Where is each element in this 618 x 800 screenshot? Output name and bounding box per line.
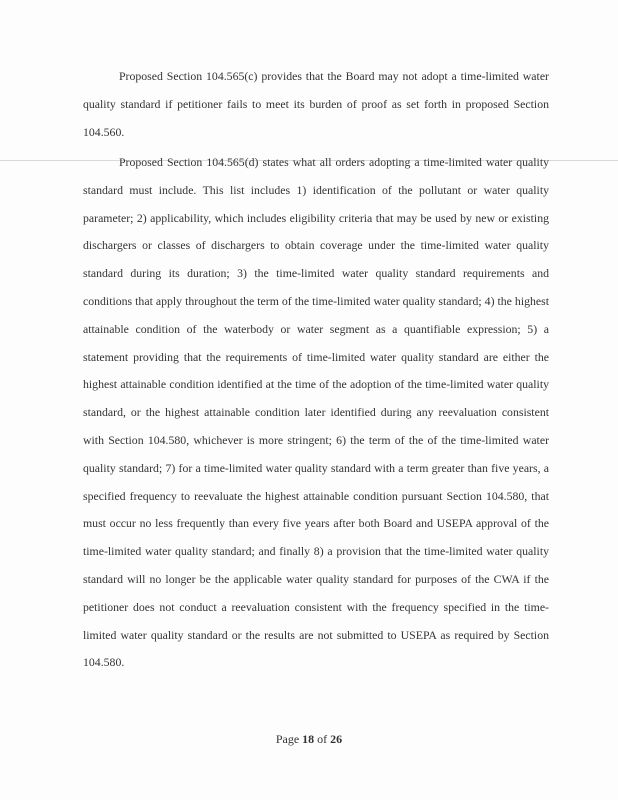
page-label: Page bbox=[275, 732, 300, 746]
page-of-label: of bbox=[317, 732, 328, 746]
page-number: 18 bbox=[302, 732, 315, 746]
page-total: 26 bbox=[330, 732, 343, 746]
page-footer bbox=[0, 732, 618, 747]
paragraph-section-104-565-d: Proposed Section 104.565(d) states what all orders adopting a time-limited water quality standard must include. This list includes 1) identification of the pollutant or water quality parameter; 2) applicability, which includes eligibility criteria that may be used by new or existing dischargers or classes of dischargers to obtain coverage under the time-limited water quality standard during its duration; 3) the time-limited water quality standard requirements and conditions that apply throughout the term of the time-limited water quality standard; 4) the highest attainable condition of the waterbody or water segment as a quantifiable expression; 5) a statement providing that the requirements of time-limited water quality standard are either the highest attainable condition identified at the time of the adoption of the time-limited water quality standard, or the highest attainable condition later identified during any reevaluation consistent with Section 104.580, whichever is more stringent; 6) the term of the of the time-limited water quality standard; 7) for a time-limited water quality standard with a term greater than five years, a specified frequency to reevaluate the highest attainable condition pursuant Section 104.580, that must occur no less frequently than every five years after both Board and USEPA approval of the time-limited water quality standard; and finally 8) a provision that the time-limited water quality standard will no longer be the applicable water quality standard for purposes of the CWA if the petitioner does not conduct a reevaluation consistent with the frequency specified in the time-limited water quality standard or the results are not submitted to USEPA as required by Section 104.580. bbox=[83, 155, 549, 670]
paragraph-section-104-565-c: Proposed Section 104.565(c) provides that the Board may not adopt a time-limited water quality standard if petitioner fails to meet its burden of proof as set forth in proposed Section 104.560. bbox=[83, 69, 549, 139]
